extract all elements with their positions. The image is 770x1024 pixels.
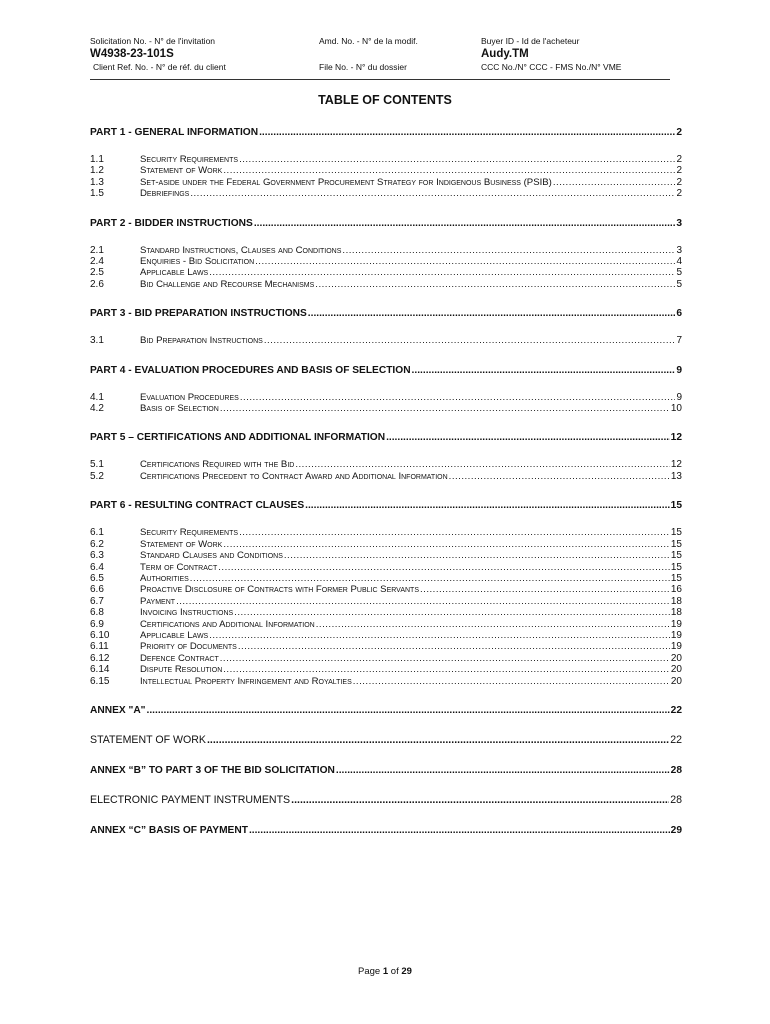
toc-section-entry[interactable]: [90, 619, 682, 630]
toc-section-number: 6.14: [90, 664, 110, 676]
toc-section-number: 6.11: [90, 641, 109, 653]
toc-section-entry[interactable]: [90, 279, 682, 290]
dot-leader: [239, 154, 675, 165]
toc-section-page: 7: [676, 335, 682, 347]
toc-section-title: Security Requirements: [140, 527, 239, 539]
toc-section-number: 6.6: [90, 584, 104, 596]
toc-section-title: Authorities: [140, 572, 189, 584]
toc-section-entry[interactable]: [90, 177, 682, 188]
toc-section-page: 3: [676, 244, 682, 256]
toc-section-title: Intellectual Property Infringement and Royalties: [140, 675, 352, 687]
dot-leader: [220, 403, 670, 414]
footer-page-word: Page: [358, 966, 381, 977]
toc-section-number: 6.3: [90, 550, 104, 562]
toc-section-number: 6.4: [90, 561, 104, 573]
toc-section-entry[interactable]: [90, 245, 682, 256]
dot-leader: [207, 734, 669, 747]
toc-section-title: Enquiries - Bid Solicitation: [140, 256, 255, 268]
toc-section-entry[interactable]: [90, 165, 682, 176]
footer-page-number: 1: [382, 966, 389, 977]
dot-leader: [190, 573, 670, 584]
toc-section-number: 1.5: [90, 188, 104, 200]
dot-leader: [254, 217, 676, 230]
dot-leader: [449, 471, 670, 482]
toc-section-number: 6.1: [90, 527, 104, 539]
toc-part-entry[interactable]: [90, 126, 682, 139]
toc-section-title: Payment: [140, 595, 176, 607]
toc-part-entry[interactable]: [90, 307, 682, 320]
toc-section-page: 4: [676, 256, 682, 268]
toc-section-number: 6.12: [90, 652, 110, 664]
toc-section-page: 18: [670, 607, 682, 619]
toc-section-entry[interactable]: [90, 154, 682, 165]
toc-part-page: 3: [676, 217, 682, 229]
toc-section-title: Dispute Resolution: [140, 664, 223, 676]
toc-section-entry[interactable]: [90, 562, 682, 573]
toc-section-number: 1.1: [90, 154, 104, 165]
dot-leader: [238, 641, 670, 652]
dot-leader: [176, 596, 670, 607]
toc-section-number: 6.9: [90, 618, 104, 630]
dot-leader: [234, 607, 670, 618]
toc-part-page: 12: [670, 432, 682, 444]
toc-section-number: 2.4: [90, 256, 104, 268]
toc-part-title: PART 2 - BIDDER INSTRUCTIONS: [90, 217, 253, 229]
dot-leader: [284, 550, 670, 561]
toc-section-entry[interactable]: [90, 596, 682, 607]
dot-leader: [220, 653, 670, 664]
toc-section-entry[interactable]: [90, 267, 682, 278]
toc-section-title: Bid Preparation Instructions: [140, 335, 263, 347]
toc-section-number: 6.5: [90, 572, 104, 584]
toc-section-number: 6.10: [90, 629, 110, 641]
toc-section-number: 1.3: [90, 176, 104, 188]
toc-section-page: 19: [670, 641, 682, 653]
toc-section-page: 2: [676, 165, 682, 177]
toc-section-number: 5.2: [90, 470, 104, 482]
dot-leader: [291, 794, 669, 807]
toc-section-page: 5: [676, 267, 682, 279]
toc-section-entry[interactable]: [90, 188, 682, 199]
toc-section-title: Basis of Selection: [140, 403, 219, 415]
toc-section-page: 5: [676, 278, 682, 290]
toc-part-entry[interactable]: [90, 704, 682, 717]
dot-leader: [412, 364, 676, 377]
toc-section-number: 4.2: [90, 403, 104, 415]
toc-section-page: 9: [676, 391, 682, 403]
toc-section-page: 12: [670, 459, 682, 471]
dot-leader: [353, 676, 670, 687]
toc-section-title: Priority of Documents: [140, 641, 237, 653]
dot-leader: [315, 279, 675, 290]
toc-part-entry[interactable]: [90, 217, 682, 230]
dot-leader: [308, 307, 676, 320]
dot-leader: [223, 664, 670, 675]
toc-part-entry[interactable]: [90, 499, 682, 512]
toc-section-title: Term of Contract: [140, 561, 218, 573]
toc-section-number: 2.5: [90, 267, 104, 279]
toc-part-entry[interactable]: [90, 364, 682, 377]
toc-section-entry[interactable]: [90, 573, 682, 584]
toc-section-title: Statement of Work: [140, 165, 223, 177]
toc-section-page: 19: [670, 618, 682, 630]
footer-total-pages: 29: [401, 966, 412, 977]
toc-section-page: 2: [676, 154, 682, 165]
toc-part-title: ANNEX "A": [90, 704, 146, 716]
dot-leader: [295, 459, 670, 470]
toc-section-title: Set-aside under the Federal Government Procurement Strategy for Indigenous Business (PSIB): [140, 176, 552, 188]
toc-section-number: 1.2: [90, 165, 104, 177]
toc-part-page: 22: [670, 733, 682, 746]
toc-section-page: 15: [670, 538, 682, 550]
toc-section-number: 2.6: [90, 278, 104, 290]
footer-of-word: of: [390, 966, 399, 977]
toc-section-number: 6.2: [90, 538, 104, 550]
dot-leader: [209, 267, 675, 278]
dot-leader: [223, 165, 675, 176]
toc-part-page: 2: [676, 127, 682, 138]
toc-section-page: 19: [670, 629, 682, 641]
toc-section-entry[interactable]: [90, 630, 682, 641]
toc-section-title: Standard Clauses and Conditions: [140, 550, 283, 562]
toc-section-entry[interactable]: [90, 527, 682, 538]
toc-section-entry[interactable]: [90, 584, 682, 595]
toc-section-page: 2: [676, 188, 682, 200]
dot-leader: [190, 188, 675, 199]
toc-part-title: STATEMENT OF WORK: [90, 733, 206, 746]
dot-leader: [553, 177, 676, 188]
toc-section-page: 13: [670, 470, 682, 482]
toc-section-page: 16: [670, 584, 682, 596]
toc-section-number: 3.1: [90, 335, 104, 347]
toc-section-page: 15: [670, 550, 682, 562]
toc-title: TABLE OF CONTENTS: [318, 93, 452, 107]
toc-section-title: Statement of Work: [140, 538, 223, 550]
toc-section-title: Certifications Precedent to Contract Award and Additional Information: [140, 470, 448, 482]
dot-leader: [259, 126, 675, 139]
toc-section-title: Invoicing Instructions: [140, 607, 234, 619]
toc-section-title: Bid Challenge and Recourse Mechanisms: [140, 278, 315, 290]
toc-section-entry[interactable]: [90, 607, 682, 618]
dot-leader: [209, 630, 670, 641]
toc-section-page: 15: [670, 572, 682, 584]
toc-part-title: PART 3 - BID PREPARATION INSTRUCTIONS: [90, 308, 307, 320]
dot-leader: [249, 824, 670, 837]
toc-section-entry[interactable]: [90, 653, 682, 664]
buyer-id: Audy.TM: [481, 48, 529, 60]
toc-section-entry[interactable]: [90, 256, 682, 267]
toc-part-title: ANNEX “B” TO PART 3 OF THE BID SOLICITATION: [90, 764, 335, 776]
toc-part-title: ANNEX “C” BASIS OF PAYMENT: [90, 824, 248, 836]
header-divider: [90, 79, 670, 80]
toc-part-page: 28: [670, 764, 682, 776]
toc-section-entry[interactable]: [90, 459, 682, 470]
toc-section-entry[interactable]: [90, 471, 682, 482]
dot-leader: [239, 527, 670, 538]
toc-section-page: 15: [670, 527, 682, 539]
toc-section-title: Proactive Disclosure of Contracts with Former Public Servants: [140, 584, 420, 596]
toc-section-title: Security Requirements: [140, 154, 239, 165]
toc-section-entry[interactable]: [90, 539, 682, 550]
dot-leader: [342, 245, 675, 256]
ccc-label: CCC No./N° CCC - FMS No./N° VME: [481, 62, 622, 72]
toc-part-entry[interactable]: [90, 431, 682, 444]
toc-section-entry[interactable]: [90, 550, 682, 561]
dot-leader: [305, 499, 670, 512]
dot-leader: [386, 431, 670, 444]
toc-section-page: 10: [670, 403, 682, 415]
toc-part-title: PART 4 - EVALUATION PROCEDURES AND BASIS OF SELECTION: [90, 364, 411, 376]
toc-section-page: 20: [670, 664, 682, 676]
file-number-label: File No. - N° du dossier: [319, 62, 407, 72]
toc-section-page: 15: [670, 561, 682, 573]
table-of-contents: [90, 126, 682, 852]
toc-section-number: 6.15: [90, 675, 110, 687]
dot-leader: [147, 704, 670, 717]
toc-section-title: Certifications Required with the Bid: [140, 459, 295, 471]
toc-part-page: 22: [670, 704, 682, 716]
dot-leader: [218, 562, 670, 573]
solicitation-label: Solicitation No. - N° de l'invitation: [90, 36, 216, 46]
toc-section-entry[interactable]: [90, 641, 682, 652]
toc-section-number: 5.1: [90, 459, 104, 471]
toc-section-page: 20: [670, 675, 682, 687]
dot-leader: [240, 392, 676, 403]
client-ref-label: Client Ref. No. - N° de réf. du client: [93, 62, 226, 72]
toc-section-entry[interactable]: [90, 676, 682, 687]
toc-section-title: Applicable Laws: [140, 629, 209, 641]
dot-leader: [316, 619, 670, 630]
toc-section-page: 2: [676, 176, 682, 188]
toc-section-title: Applicable Laws: [140, 267, 209, 279]
toc-section-number: 2.1: [90, 244, 104, 256]
toc-part-entry[interactable]: [90, 764, 682, 777]
toc-section-number: 4.1: [90, 391, 104, 403]
dot-leader: [420, 584, 670, 595]
toc-part-title: PART 5 – CERTIFICATIONS AND ADDITIONAL INFORMATION: [90, 432, 386, 444]
toc-part-page: 9: [676, 364, 682, 376]
toc-section-title: Evaluation Procedures: [140, 391, 239, 403]
toc-section-entry[interactable]: [90, 403, 682, 414]
toc-section-entry[interactable]: [90, 392, 682, 403]
toc-section-number: 6.8: [90, 607, 104, 619]
toc-section-title: Certifications and Additional Information: [140, 618, 315, 630]
toc-part-page: 28: [670, 793, 682, 806]
toc-section-entry[interactable]: [90, 335, 682, 346]
toc-part-title: PART 1 - GENERAL INFORMATION: [90, 127, 259, 138]
toc-part-page: 6: [676, 308, 682, 320]
solicitation-number: W4938-23-101S: [90, 48, 174, 60]
toc-part-title: PART 6 - RESULTING CONTRACT CLAUSES: [90, 500, 305, 512]
toc-part-entry[interactable]: [90, 824, 682, 837]
toc-part-page: 29: [670, 824, 682, 836]
dot-leader: [336, 764, 670, 777]
toc-section-page: 20: [670, 652, 682, 664]
dot-leader: [223, 539, 670, 550]
toc-part-page: 15: [670, 500, 682, 512]
document-header: [90, 36, 670, 82]
toc-part-entry[interactable]: [90, 734, 682, 747]
toc-section-number: 6.7: [90, 595, 104, 607]
toc-section-title: Standard Instructions, Clauses and Conditions: [140, 244, 342, 256]
toc-section-page: 18: [670, 595, 682, 607]
toc-part-entry[interactable]: [90, 794, 682, 807]
amendment-label: Amd. No. - N° de la modif.: [319, 36, 418, 46]
buyer-id-label: Buyer ID - Id de l'acheteur: [481, 36, 580, 46]
dot-leader: [255, 256, 675, 267]
toc-part-title: ELECTRONIC PAYMENT INSTRUMENTS: [90, 793, 291, 806]
dot-leader: [264, 335, 676, 346]
toc-section-entry[interactable]: [90, 664, 682, 675]
toc-section-title: Debriefings: [140, 188, 190, 200]
toc-section-title: Defence Contract: [140, 652, 219, 664]
page-footer: [0, 966, 770, 977]
